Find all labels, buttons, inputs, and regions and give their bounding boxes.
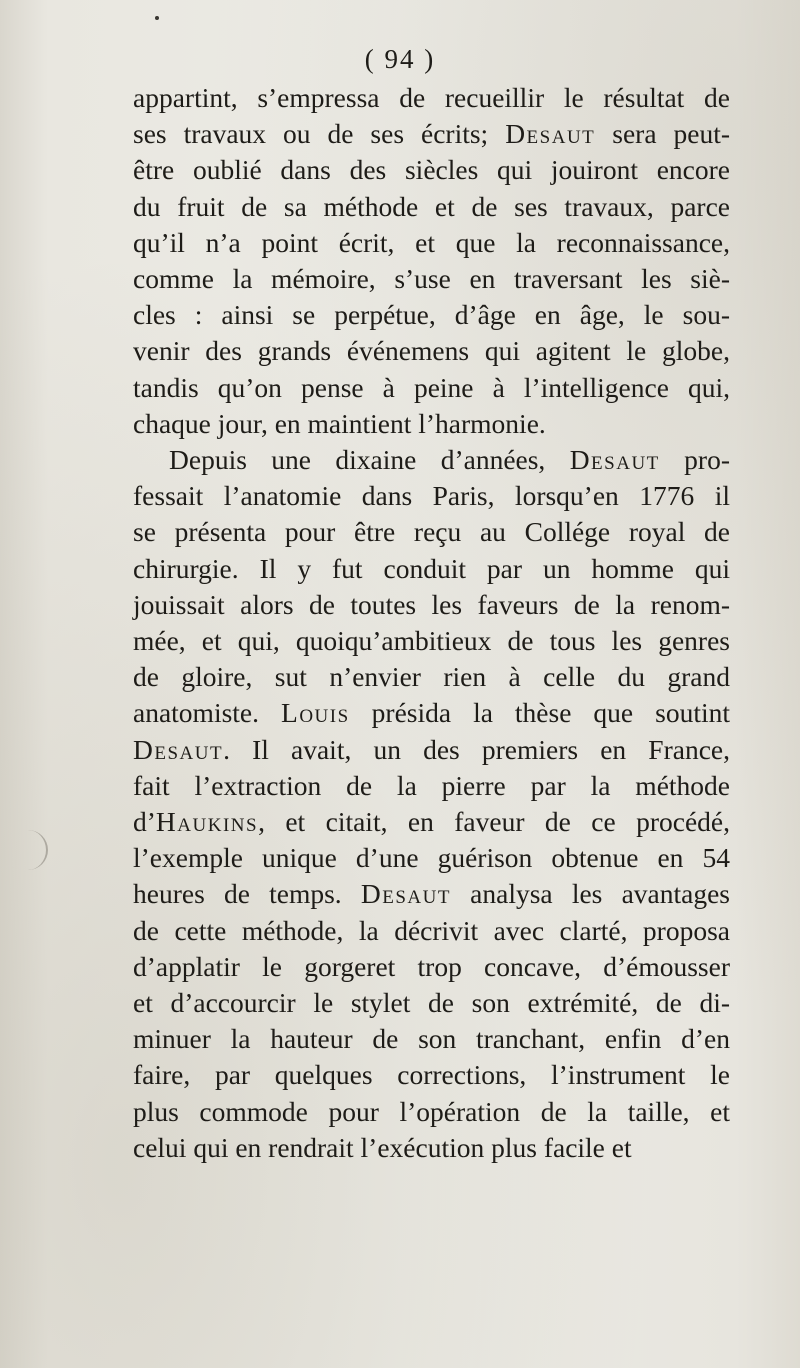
text-line: jouissait alors de toutes les faveurs de la renom- xyxy=(133,588,730,620)
text-line: l’exemple unique d’une guérison obtenue en 54 xyxy=(133,842,730,874)
text-line: se présenta pour être reçu au Collége royal de xyxy=(133,516,730,548)
small-caps-name: Haukins xyxy=(155,806,259,837)
text-line: celui qui en rendrait l’exécution plus facile et xyxy=(133,1131,632,1163)
text-line: d’Haukins, et citait, en faveur de ce procédé, xyxy=(133,806,730,837)
text-line: et d’accourcir le stylet de son extrémité, de di- xyxy=(133,987,730,1018)
text-line: ses travaux ou de ses écrits; Desaut sera peut- xyxy=(133,118,731,150)
text-line: du fruit de sa méthode et de ses travaux, parce xyxy=(133,190,730,222)
text-line: appartint, s’empressa de recueillir le résultat de xyxy=(133,82,730,113)
small-caps-name: Desaut xyxy=(133,733,224,765)
text-line: chaque jour, en maintient l’harmonie. xyxy=(133,407,546,439)
text-line: chirurgie. Il y fut conduit par un homme qui xyxy=(133,552,730,584)
margin-mark xyxy=(28,830,48,870)
small-caps-name: Desaut xyxy=(569,444,660,475)
text-line: d’applatir le gorgeret trop concave, d’émousser xyxy=(133,950,730,982)
page-number: ( 94 ) xyxy=(364,44,436,74)
text-line: comme la mémoire, s’use en traversant les siè- xyxy=(133,263,730,294)
text-line: de cette méthode, la décrivit avec clarté, proposa xyxy=(133,914,730,946)
text-line: fessait l’anatomie dans Paris, lorsqu’en 1776 il xyxy=(133,480,730,512)
small-caps-name: Desaut xyxy=(360,878,451,910)
text-line: fait l’extraction de la pierre par la méthode xyxy=(133,769,730,801)
text-line: venir des grands événemens qui agitent le globe, xyxy=(133,335,730,367)
text-line: anatomiste. Louis présida la thèse que soutint xyxy=(133,697,730,729)
text-line: tandis qu’on pense à peine à l’intelligence qui, xyxy=(133,371,730,403)
text-line: qu’il n’a point écrit, et que la reconnaissance, xyxy=(133,226,730,258)
text-line: Desaut. Il avait, un des premiers en France, xyxy=(133,733,730,765)
text-line: plus commode pour l’opération de la taille, et xyxy=(133,1095,730,1127)
text-line: cles : ainsi se perpétue, d’âge en âge, le sou- xyxy=(133,299,730,331)
text-line: mée, et qui, quoiqu’ambitieux de tous les genres xyxy=(133,625,730,656)
text-line: être oublié dans des siècles qui jouiront encore xyxy=(133,154,730,186)
small-caps-name: Louis xyxy=(281,697,350,729)
text-line: faire, par quelques corrections, l’instrument le xyxy=(133,1059,730,1091)
text-line: heures de temps. Desaut analysa les avantages xyxy=(133,878,730,910)
ink-speck xyxy=(155,16,159,20)
small-caps-name: Desaut xyxy=(505,118,596,150)
text-line: Depuis une dixaine d’années, Desaut pro- xyxy=(169,444,730,475)
text-line: minuer la hauteur de son tranchant, enfin d’en xyxy=(133,1023,730,1055)
text-line: de gloire, sut n’envier rien à celle du grand xyxy=(133,661,730,693)
